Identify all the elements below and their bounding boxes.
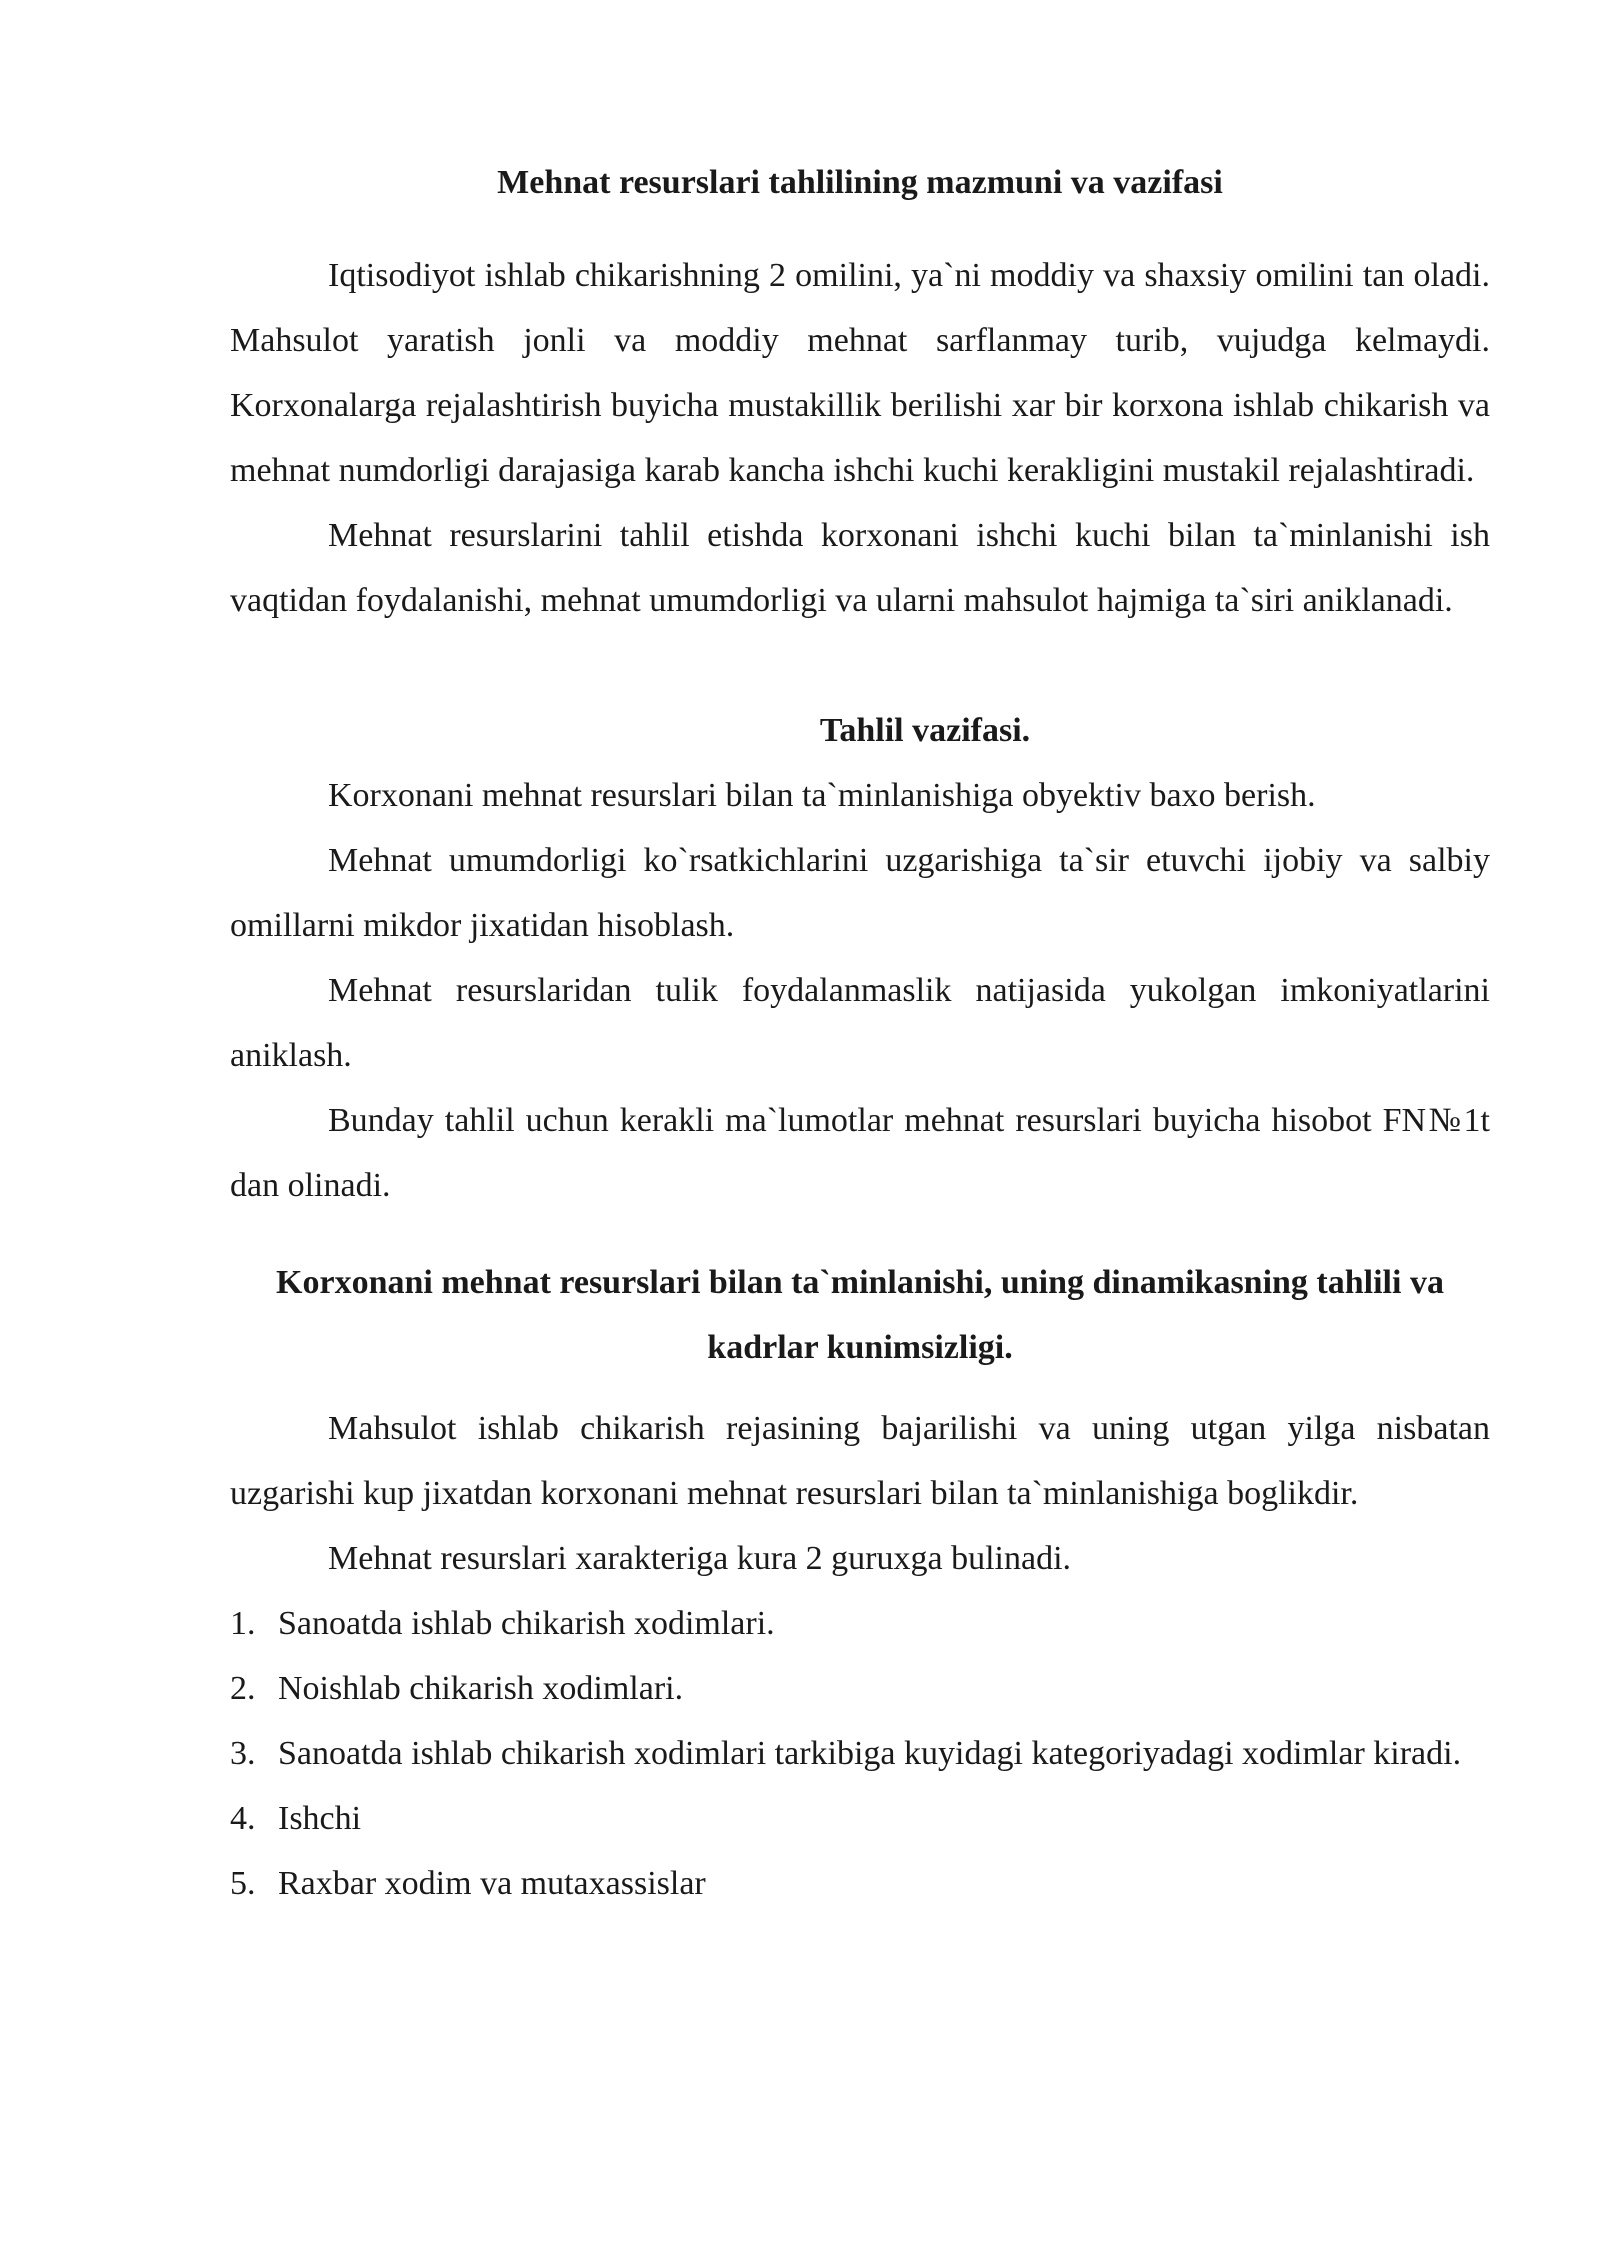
list-item-number: 1.: [230, 1605, 256, 1642]
document-title: Mehnat resurslari tahlilining mazmuni va vazifasi: [497, 164, 1223, 201]
section-paragraph: Bunday tahlil uchun kerakli ma`lumotlar mehnat resurslari buyicha hisobot FN№1t dan olinadi.: [230, 1102, 1490, 1204]
list-item: [230, 1786, 1490, 1851]
intro-paragraph: Iqtisodiyot ishlab chikarishning 2 omilini, ya`ni moddiy va shaxsiy omilini tan oladi. Mahsulot yaratish jonli va moddiy mehnat sarflanmay turib, vujudga kelmaydi. Korxonalarga rejalashtirish buyicha mustakillik berilishi xar bir korxona ishlab chikarish va mehnat numdorligi darajasiga karab kancha ishchi kuchi kerakligini mustakil rejalashtiradi.: [230, 257, 1490, 489]
section-paragraph: Mehnat umumdorligi ko`rsatkichlarini uzgarishiga ta`sir etuvchi ijobiy va salbiy omillarni mikdor jixatidan hisoblash.: [230, 842, 1490, 944]
list-item-text: Sanoatda ishlab chikarish xodimlari tarkibiga kuyidagi kategoriyadagi xodimlar kiradi.: [278, 1735, 1462, 1772]
section-paragraph: Mehnat resurslaridan tulik foydalanmaslik natijasida yukolgan imkoniyatlarini aniklash.: [230, 972, 1490, 1074]
list-item-text: Ishchi: [278, 1800, 362, 1837]
list-item: [230, 1721, 1490, 1786]
intro-paragraph: Mehnat resurslarini tahlil etishda korxonani ishchi kuchi bilan ta`minlanishi ish vaqtidan foydalanishi, mehnat umumdorligi va ularni mahsulot hajmiga ta`siri aniklanadi.: [230, 517, 1490, 619]
section-heading-tahlil-vazifasi: Tahlil vazifasi.: [819, 712, 1031, 749]
list-item-text: Noishlab chikarish xodimlari.: [278, 1670, 684, 1707]
section-paragraph: Mehnat resurslari xarakteriga kura 2 guruxga bulinadi.: [328, 1540, 1072, 1577]
list-item-number: 4.: [230, 1800, 256, 1837]
list-item-number: 3.: [230, 1735, 256, 1772]
document-body: [230, 150, 1490, 1916]
list-item-text: Raxbar xodim va mutaxassislar: [278, 1865, 706, 1902]
section-paragraph: Korxonani mehnat resurslari bilan ta`minlanishiga obyektiv baxo berish.: [328, 777, 1316, 814]
list-item-number: 2.: [230, 1670, 256, 1707]
list-item-text: Sanoatda ishlab chikarish xodimlari.: [278, 1605, 775, 1642]
section-heading-korxonani: Korxonani mehnat resurslari bilan ta`minlanishi, uning dinamikasning tahlili va kadrlar kunimsizligi.: [276, 1264, 1444, 1366]
list-item: [230, 1656, 1490, 1721]
list-item-number: 5.: [230, 1865, 256, 1902]
list-item: [230, 1591, 1490, 1656]
list-item: [230, 1851, 1490, 1916]
section-paragraph: Mahsulot ishlab chikarish rejasining bajarilishi va uning utgan yilga nisbatan uzgarishi kup jixatdan korxonani mehnat resurslari bilan ta`minlanishiga boglikdir.: [230, 1410, 1490, 1512]
numbered-list: [230, 1591, 1490, 1916]
